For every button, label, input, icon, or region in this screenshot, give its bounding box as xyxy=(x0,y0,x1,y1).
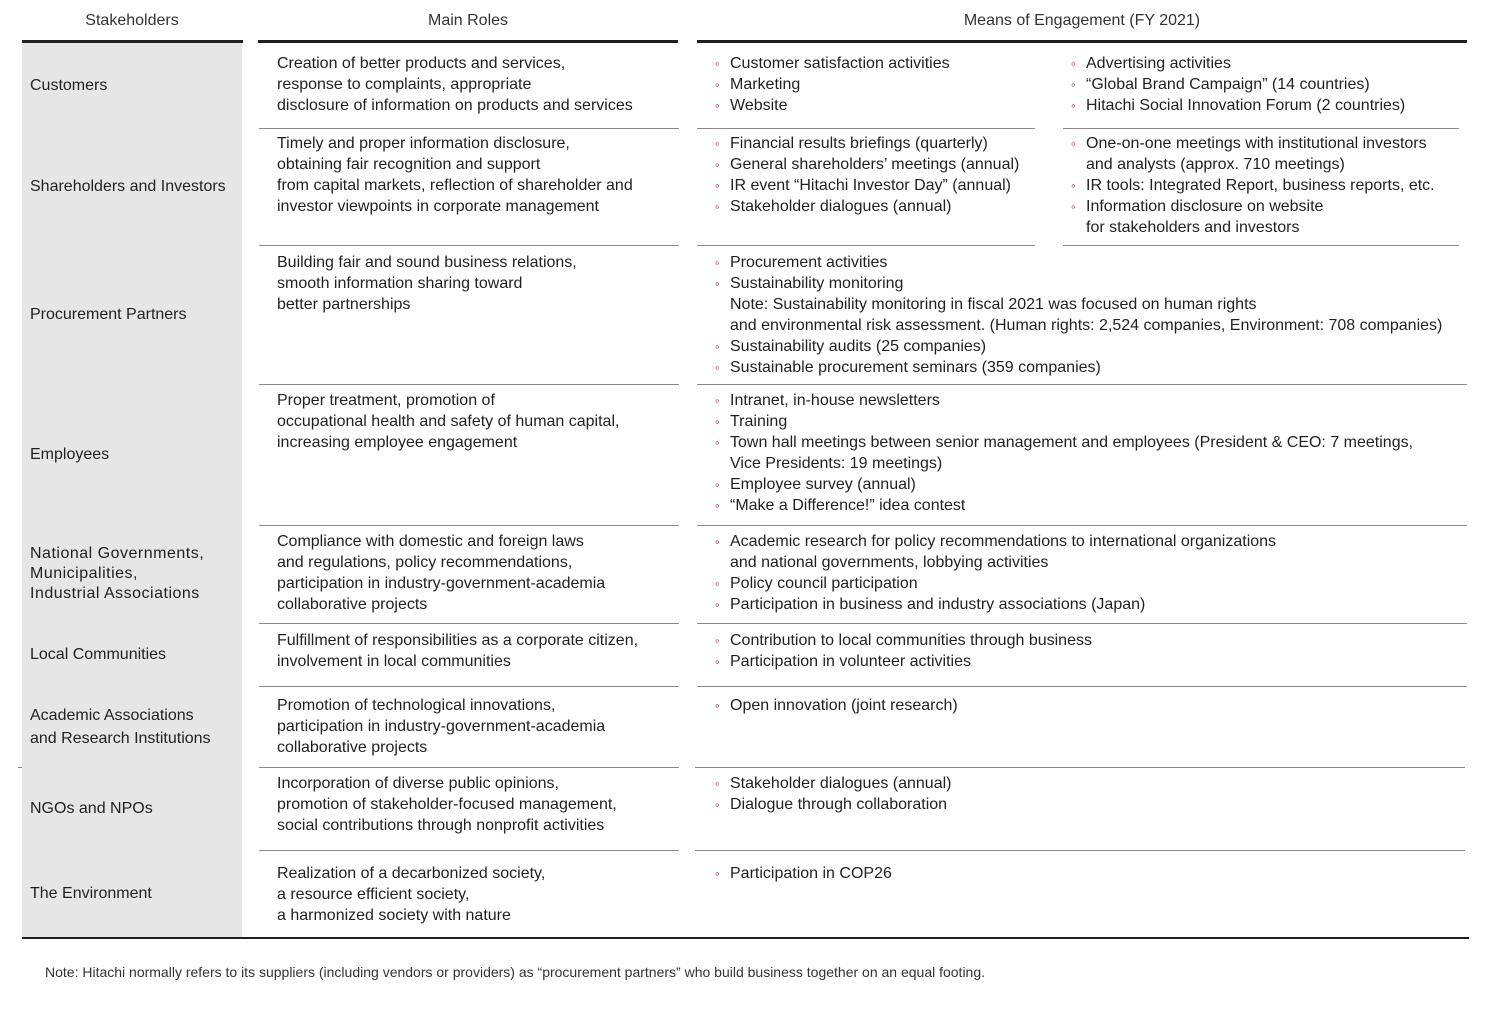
stakeholder-label: The Environment xyxy=(30,884,152,902)
bullet-icon: ◦ xyxy=(715,414,720,429)
table-bottom-rule xyxy=(22,937,1469,939)
bullet-icon: ◦ xyxy=(715,77,720,92)
bullet-icon: ◦ xyxy=(715,633,720,648)
stakeholder-label: Shareholders and Investors xyxy=(30,177,226,195)
means-item: ◦ Sustainable procurement seminars (359 companies) xyxy=(715,359,1101,376)
means-item: ◦ Advertising activities xyxy=(1071,55,1231,72)
table-row-national-governments xyxy=(0,525,1500,623)
bullet-icon: ◦ xyxy=(715,498,720,513)
bullet-icon: ◦ xyxy=(715,393,720,408)
bullet-icon: ◦ xyxy=(1071,199,1076,214)
bullet-icon: ◦ xyxy=(1071,56,1076,71)
header-stakeholders: Stakeholders xyxy=(85,12,179,29)
means-item: ◦ IR tools: Integrated Report, business reports, etc. xyxy=(1071,177,1435,194)
main-roles-text: Creation of better products and services, response to complaints, appropriate disclosure of information on products and services xyxy=(277,55,633,114)
main-roles-text: Compliance with domestic and foreign laws and regulations, policy recommendations, participation in industry-government-academia collaborative projects xyxy=(277,533,606,613)
means-list-right xyxy=(1071,53,1471,116)
main-roles-text: Timely and proper information disclosure, obtaining fair recognition and support from capital markets, reflection of shareholder and investor viewpoints in corporate management xyxy=(277,135,633,215)
means-item: ◦ Training xyxy=(715,413,788,430)
bullet-icon: ◦ xyxy=(715,776,720,791)
main-roles-text: Proper treatment, promotion of occupational health and safety of human capital, increasing employee engagement xyxy=(277,392,620,451)
means-item: ◦ Hitachi Social Innovation Forum (2 countries) xyxy=(1071,97,1406,114)
means-item: ◦ Policy council participation xyxy=(715,575,918,592)
stakeholder-label: Local Communities xyxy=(30,645,167,663)
stakeholder-cell xyxy=(22,767,242,850)
means-list xyxy=(715,630,1475,672)
table-row-academic-associations xyxy=(0,686,1500,767)
stakeholder-label: Customers xyxy=(30,76,108,94)
stakeholder-cell xyxy=(22,686,242,767)
main-roles-text: Promotion of technological innovations, participation in industry-government-academia collaborative projects xyxy=(277,697,606,756)
table-row-shareholders xyxy=(0,128,1500,245)
main-roles-text: Incorporation of diverse public opinions, promotion of stakeholder-focused management, social contributions through nonprofit activities xyxy=(277,775,617,834)
means-list-left xyxy=(715,53,1055,116)
main-roles-text: Building fair and sound business relations, smooth information sharing toward better partnerships xyxy=(277,254,577,313)
means-item: ◦ Participation in COP26 xyxy=(715,865,892,882)
table-row-environment xyxy=(0,850,1500,937)
means-item: ◦ Sustainability audits (25 companies) xyxy=(715,338,987,355)
means-list xyxy=(715,252,1480,378)
bullet-icon: ◦ xyxy=(715,255,720,270)
means-item: ◦ Town hall meetings between senior management and employees (President & CEO: 7 meetings, Vice Presidents: 19 meetings) xyxy=(715,434,1414,472)
means-list-right xyxy=(1071,133,1491,238)
means-item: ◦ Financial results briefings (quarterly) xyxy=(715,135,988,152)
means-item: ◦ Dialogue through collaboration xyxy=(715,796,948,813)
bullet-icon: ◦ xyxy=(715,360,720,375)
bullet-icon: ◦ xyxy=(715,654,720,669)
stakeholder-label: Procurement Partners xyxy=(30,305,187,323)
means-item: ◦ IR event “Hitachi Investor Day” (annual) xyxy=(715,177,1011,194)
means-item: ◦ Stakeholder dialogues (annual) xyxy=(715,198,952,215)
means-item: ◦ Intranet, in-house newsletters xyxy=(715,392,940,409)
bullet-icon: ◦ xyxy=(715,276,720,291)
bullet-icon: ◦ xyxy=(715,136,720,151)
stakeholder-cell xyxy=(22,43,242,128)
bullet-icon: ◦ xyxy=(715,477,720,492)
bullet-icon: ◦ xyxy=(715,98,720,113)
bullet-icon: ◦ xyxy=(715,597,720,612)
means-list xyxy=(715,390,1475,516)
means-list xyxy=(715,863,1475,884)
bullet-icon: ◦ xyxy=(715,797,720,812)
bullet-icon: ◦ xyxy=(1071,98,1076,113)
bullet-icon: ◦ xyxy=(1071,136,1076,151)
bullet-icon: ◦ xyxy=(715,157,720,172)
bullet-icon: ◦ xyxy=(715,339,720,354)
means-item: ◦ “Make a Difference!” idea contest xyxy=(715,497,966,514)
means-item: ◦ Procurement activities xyxy=(715,254,888,271)
means-item: ◦ Academic research for policy recommendations to international organizations and national governments, lobbying activities xyxy=(715,533,1277,571)
table-row-employees xyxy=(0,384,1500,525)
means-item: ◦ Participation in volunteer activities xyxy=(715,653,972,670)
stakeholder-cell xyxy=(22,245,242,384)
bullet-icon: ◦ xyxy=(715,866,720,881)
main-roles-text: Realization of a decarbonized society, a resource efficient society, a harmonized society with nature xyxy=(277,865,546,924)
bullet-icon: ◦ xyxy=(715,698,720,713)
table-row-local-communities xyxy=(0,623,1500,686)
table-row-ngos-npos xyxy=(0,767,1500,850)
means-item: ◦ Website xyxy=(715,97,788,114)
means-list xyxy=(715,531,1475,615)
stakeholder-label: National Governments, Municipalities, Industrial Associations xyxy=(30,545,205,602)
means-list xyxy=(715,773,1475,815)
means-note: Note: Sustainability monitoring in fiscal 2021 was focused on human rights and environmental risk assessment. (Human rights: 2,524 companies, Environment: 708 companies) xyxy=(730,296,1443,334)
means-item: ◦ Sustainability monitoring xyxy=(715,275,904,292)
header-means-of-engagement: Means of Engagement (FY 2021) xyxy=(963,12,1201,29)
means-item: ◦ Stakeholder dialogues (annual) xyxy=(715,775,952,792)
means-list xyxy=(715,695,1475,716)
footnote: Note: Hitachi normally refers to its suppliers (including vendors or providers) as “procurement partners” who build business together on an equal footing. xyxy=(45,964,986,980)
stakeholder-cell xyxy=(22,128,242,245)
means-item: ◦ Contribution to local communities through business xyxy=(715,632,1092,649)
table-row-customers xyxy=(0,43,1500,128)
stakeholder-cell xyxy=(22,850,242,937)
bullet-icon: ◦ xyxy=(1071,178,1076,193)
stakeholder-cell xyxy=(22,623,242,686)
stakeholder-label: NGOs and NPOs xyxy=(30,799,153,817)
bullet-icon: ◦ xyxy=(715,178,720,193)
header-main-roles: Main Roles xyxy=(427,12,509,29)
means-item: ◦ Marketing xyxy=(715,76,801,93)
bullet-icon: ◦ xyxy=(715,576,720,591)
table-row-procurement-partners xyxy=(0,245,1500,384)
bullet-icon: ◦ xyxy=(715,435,720,450)
bullet-icon: ◦ xyxy=(715,534,720,549)
means-item: ◦ “Global Brand Campaign” (14 countries) xyxy=(1071,76,1370,93)
means-item: ◦ Customer satisfaction activities xyxy=(715,55,950,72)
means-item: ◦ Information disclosure on website for stakeholders and investors xyxy=(1071,198,1324,236)
stakeholder-cell xyxy=(22,384,242,525)
main-roles-text: Fulfillment of responsibilities as a corporate citizen, involvement in local communities xyxy=(277,632,639,670)
means-list-left xyxy=(715,133,1060,217)
means-item: ◦ General shareholders’ meetings (annual) xyxy=(715,156,1020,173)
means-item: ◦ Employee survey (annual) xyxy=(715,476,916,493)
means-item: ◦ Open innovation (joint research) xyxy=(715,697,958,714)
bullet-icon: ◦ xyxy=(715,56,720,71)
stakeholder-label: Academic Associations and Research Institutions xyxy=(30,706,211,747)
stakeholder-label: Employees xyxy=(30,445,110,463)
bullet-icon: ◦ xyxy=(1071,77,1076,92)
means-item: ◦ Participation in business and industry associations (Japan) xyxy=(715,596,1146,613)
means-item: ◦ One-on-one meetings with institutional investors and analysts (approx. 710 meetings) xyxy=(1071,135,1427,173)
bullet-icon: ◦ xyxy=(715,199,720,214)
stakeholder-cell xyxy=(22,525,242,623)
